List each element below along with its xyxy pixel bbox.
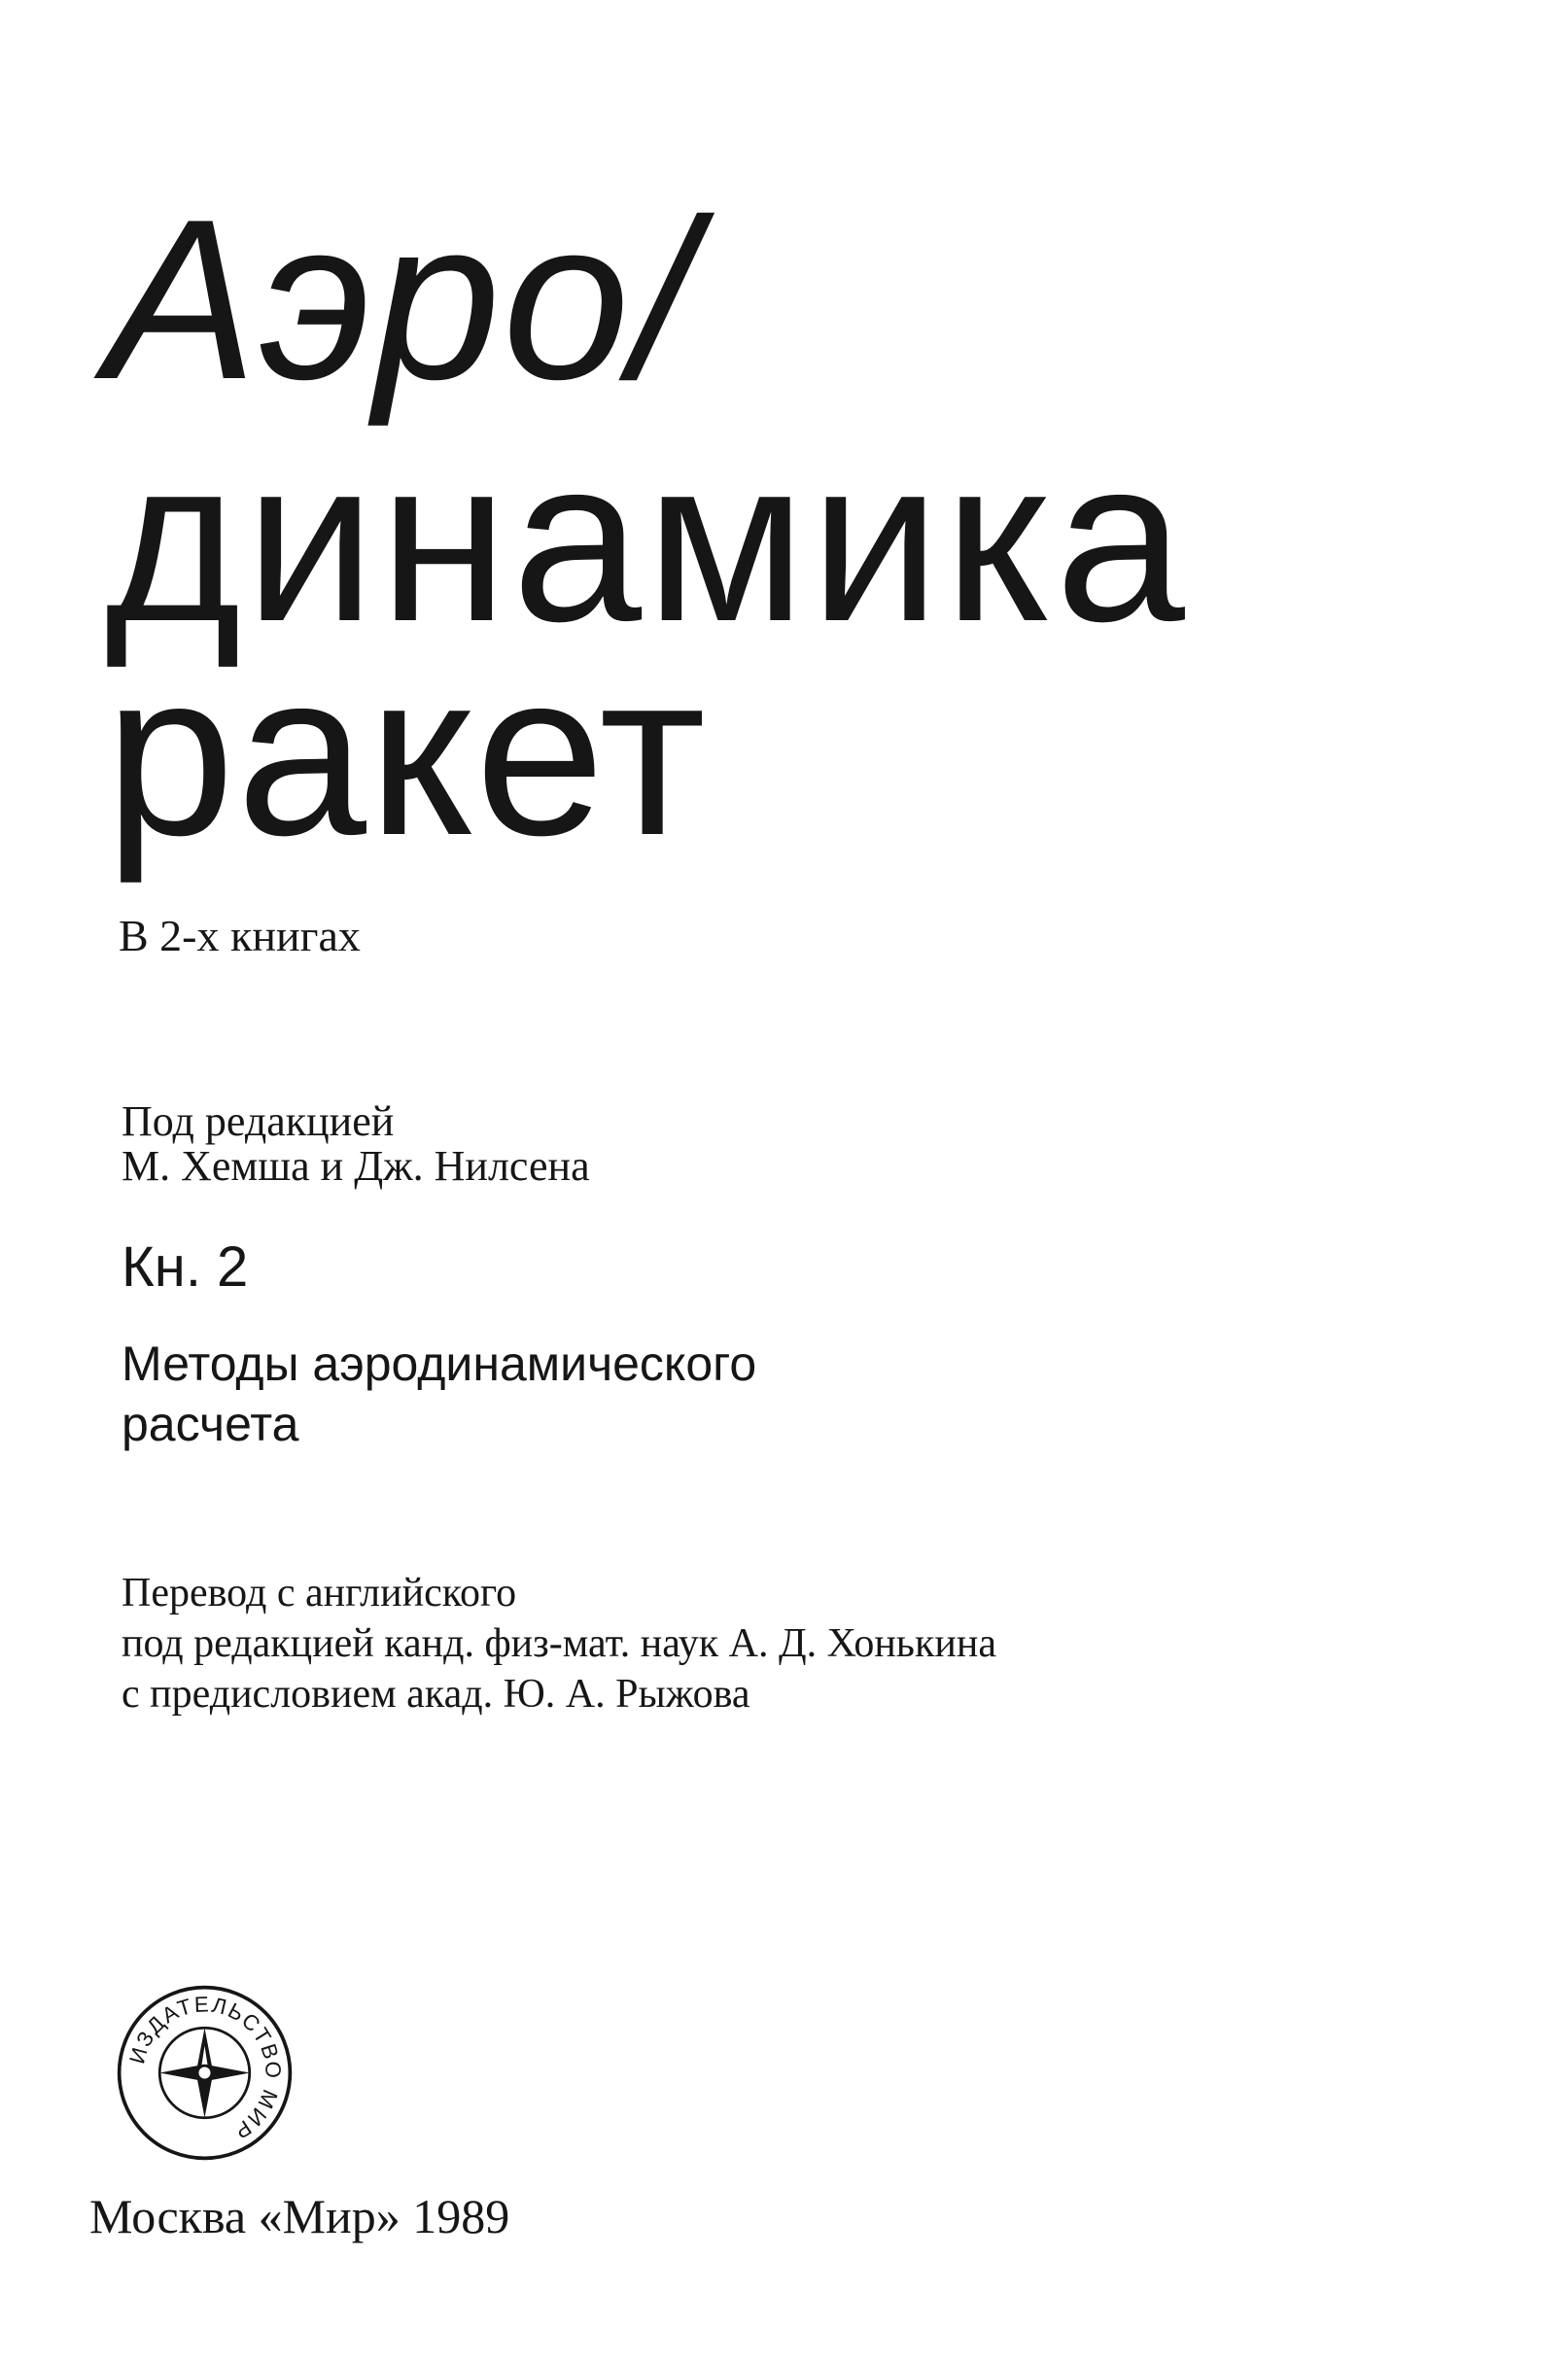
book-subtitle-line-1: Методы аэродинамического: [122, 1337, 757, 1391]
translation-note-line-1: Перевод с английского: [122, 1571, 517, 1615]
book-number: Кн. 2: [122, 1235, 249, 1299]
publisher-logo-text: ИЗДАТЕЛЬСТВО МИР: [124, 1992, 286, 2145]
translation-note-line-2: под редакцией канд. физ-мат. наук А. Д. Хонькина: [122, 1621, 996, 1666]
volumes-note: В 2-х книгах: [119, 911, 361, 960]
translation-note-line-3: с предисловием акад. Ю. А. Рыжова: [122, 1672, 750, 1717]
book-title-line-2: динамика: [105, 409, 1189, 670]
book-subtitle-line-2: расчета: [122, 1397, 299, 1451]
book-title-line-3: ракет: [105, 623, 709, 884]
editors-names: М. Хемша и Дж. Нилсена: [122, 1142, 590, 1190]
editors-label: Под редакцией: [122, 1097, 395, 1145]
imprint: Москва «Мир» 1989: [89, 2189, 510, 2243]
book-title-line-1: Аэро/: [105, 171, 697, 427]
publisher-logo: [115, 1983, 295, 2163]
